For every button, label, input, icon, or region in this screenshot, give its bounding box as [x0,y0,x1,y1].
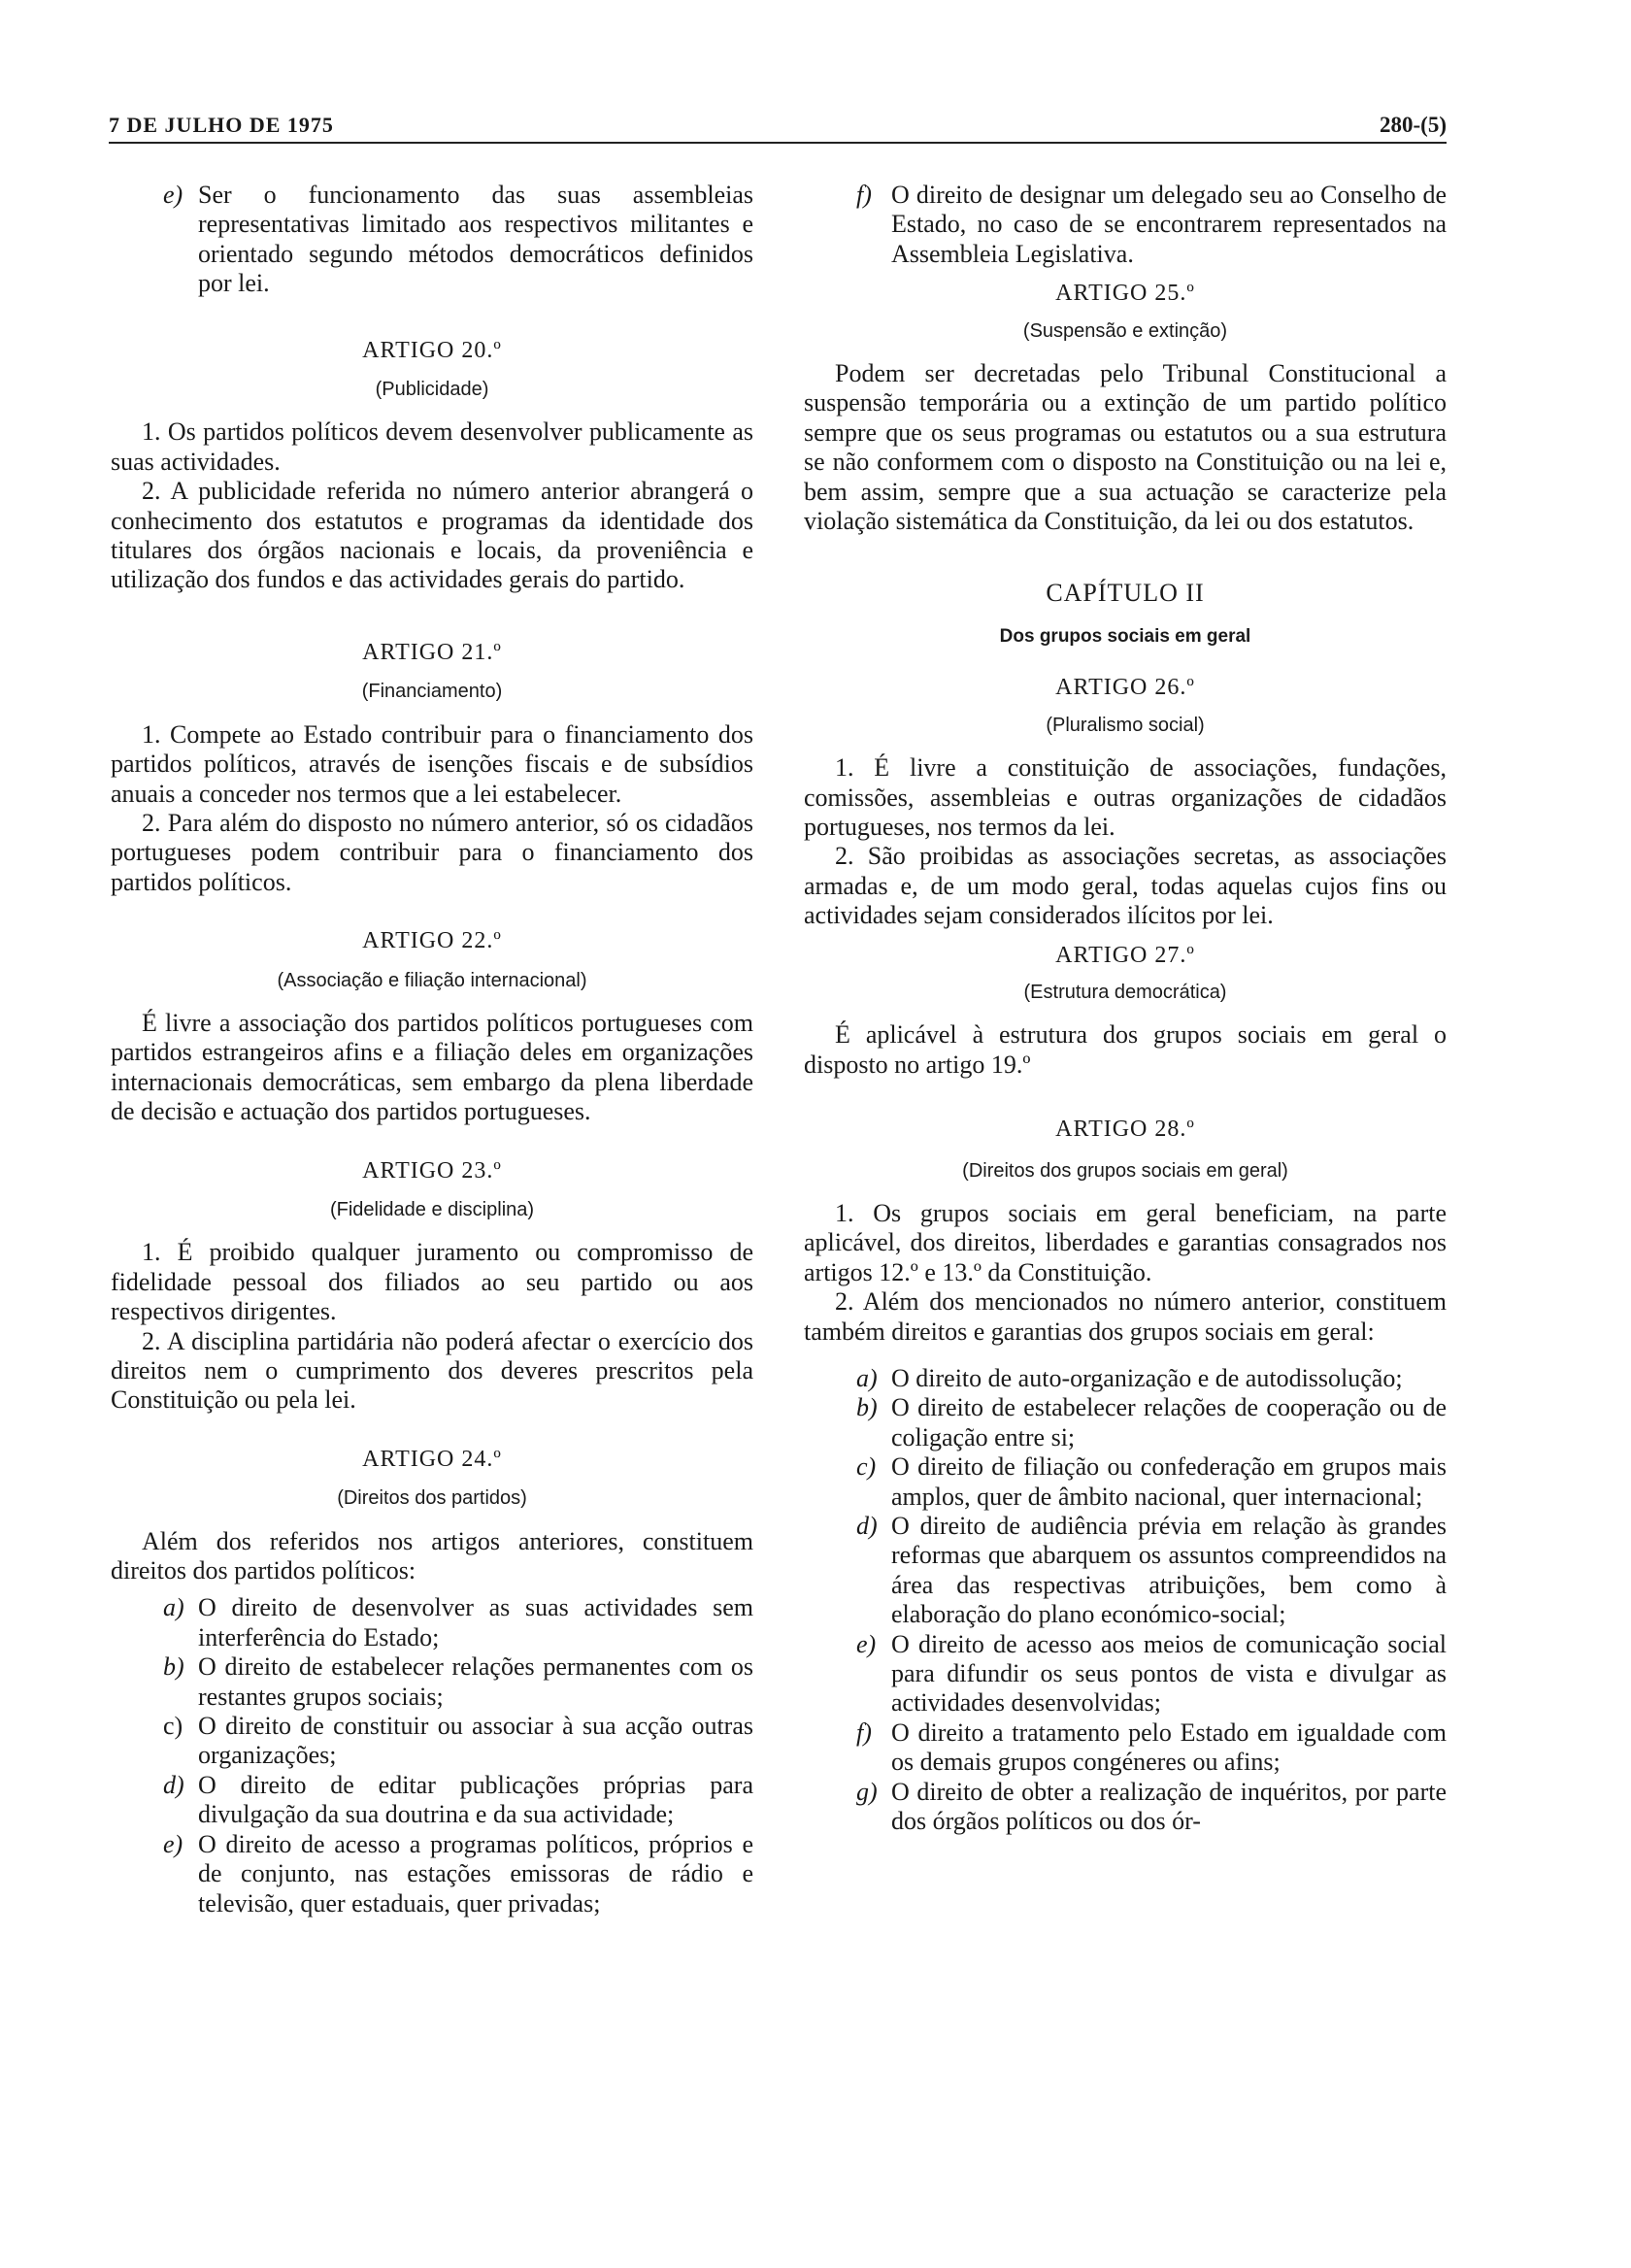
paragraph: 2. Além dos mencionados no número anterior, constituem também direitos e garantias dos grupos sociais em geral: [804,1287,1447,1346]
page-number: 280-(5) [1380,113,1447,137]
article-subtitle: (Suspensão e extinção) [1022,319,1228,342]
chapter-title: CAPÍTULO II [1046,579,1205,608]
paragraph: 2. São proibidas as associações secretas, as associações armadas e, de um modo geral, todas aquelas cujos fins ou actividades sejam considerados ilícitos por lei. [804,842,1447,930]
list-item: g) O direito de obter a realização de inquéritos, por parte dos órgãos políticos ou dos ór- [856,1777,1447,1836]
paragraph: Além dos referidos nos artigos anteriores, constituem direitos dos partidos políticos: [111,1526,753,1585]
article-title: ARTIGO 26.º [1055,675,1195,701]
paragraph: 2. Para além do disposto no número anterior, só os cidadãos portugueses podem contribuir para o financiamento dos partidos políticos. [111,808,753,896]
article-title: ARTIGO 22.º [362,928,502,954]
paragraph: 1. Os partidos políticos devem desenvolver publicamente as suas actividades. [111,417,753,476]
article-title: ARTIGO 25.º [1055,281,1195,307]
article-title: ARTIGO 24.º [362,1446,502,1472]
paragraph: 1. É livre a constituição de associações, fundações, comissões, assembleias e outras organizações de cidadãos portugueses, nos termos da lei. [804,753,1447,841]
paragraph: É livre a associação dos partidos políticos portugueses com partidos estrangeiros afins e a filiação deles em organizações internacionais democráticas, sem embargo da plena liberdade de decisão e actuação dos partidos portugueses. [111,1008,753,1126]
article-subtitle: (Associação e filiação internacional) [277,969,587,991]
list-item: d) O direito de audiência prévia em relação às grandes reformas que abarquem os assuntos compreendidos na área das respectivas atribuições, bem como à elaboração do plano económico-social; [856,1512,1447,1629]
paragraph: 2. A disciplina partidária não poderá afectar o exercício dos direitos nem o cumprimento dos deveres prescritos pela Constituição ou pela lei. [111,1326,753,1415]
list-item: e) O direito de acesso aos meios de comunicação social para difundir os seus pontos de vista e divulgar as actividades desenvolvidas; [856,1629,1447,1718]
paragraph: 1. É proibido qualquer juramento ou compromisso de fidelidade pessoal dos filiados ao seu partido ou aos respectivos dirigentes. [111,1238,753,1326]
article-subtitle: (Direitos dos partidos) [337,1487,527,1510]
paragraph: 1. Os grupos sociais em geral beneficiam, na parte aplicável, dos direitos, liberdades e garantias consagrados nos artigos 12.º e 13.º da Constituição. [804,1198,1447,1286]
list-item: f) O direito de designar um delegado seu ao Conselho de Estado, no caso de se encontrarem representados na Assembleia Legislativa. [856,181,1447,268]
article-title: ARTIGO 20.º [362,337,502,363]
article-title: ARTIGO 28.º [1055,1117,1195,1143]
paragraph: É aplicável à estrutura dos grupos sociais em geral o disposto no artigo 19.º [804,1020,1447,1079]
paragraph: Podem ser decretadas pelo Tribunal Constitucional a suspensão temporária ou a extinção de um partido político sempre que os seus programas ou estatutos ou a sua estrutura se não conformem com o disposto na Constituição ou na lei e, bem assim, sempre que a sua actuação se caracterize pela violação sistemática da Constituição, da lei ou dos estatutos. [804,359,1447,536]
paragraph: 2. A publicidade referida no número anterior abrangerá o conhecimento dos estatutos e programas da identidade dos titulares dos órgãos nacionais e locais, da proveniência e utilização dos fundos e das actividades gerais do partido. [111,477,753,594]
paragraph: 1. Compete ao Estado contribuir para o financiamento dos partidos políticos, através de isenções fiscais e de subsídios anuais a conceder nos termos que a lei estabelecer. [111,719,753,808]
chapter-subtitle: Dos grupos sociais em geral [999,625,1251,647]
list-item: c) O direito de constituir ou associar à sua acção outras organizações; [163,1712,753,1770]
article-subtitle: (Fidelidade e disciplina) [329,1198,535,1220]
article-subtitle: (Direitos dos grupos sociais em geral) [962,1159,1288,1182]
list-item: c) O direito de filiação ou confederação em grupos mais amplos, quer de âmbito nacional, quer internacional; [856,1452,1447,1511]
list-item: b) O direito de estabelecer relações permanentes com os restantes grupos sociais; [163,1652,753,1711]
list-item: f) O direito a tratamento pelo Estado em igualdade com os demais grupos congéneres ou afins; [856,1718,1447,1777]
article-subtitle: (Estrutura democrática) [1023,981,1227,1003]
header-date: 7 DE JULHO DE 1975 [109,113,334,137]
page-header [109,109,1447,144]
list-item: e) Ser o funcionamento das suas assembleias representativas limitado aos respectivos militantes e orientado segundo métodos democráticos definidos por lei. [163,181,753,298]
list-item: b) O direito de estabelecer relações de cooperação ou de coligação entre si; [856,1393,1447,1451]
list-item: e) O direito de acesso a programas políticos, próprios e de conjunto, nas estações emissoras de rádio e televisão, quer estaduais, quer privadas; [163,1829,753,1918]
article-title: ARTIGO 21.º [362,639,502,665]
article-subtitle: (Publicidade) [375,379,489,401]
left-column [111,181,753,1918]
list-item: d) O direito de editar publicações próprias para divulgação da sua doutrina e da sua actividade; [163,1770,753,1829]
list-item: a) O direito de desenvolver as suas actividades sem interferência do Estado; [163,1593,753,1651]
article-title: ARTIGO 27.º [1055,942,1195,968]
list-item: a) O direito de auto-organização e de autodissolução; [856,1364,1403,1392]
article-subtitle: (Financiamento) [361,681,503,703]
article-subtitle: (Pluralismo social) [1046,714,1205,736]
article-title: ARTIGO 23.º [362,1157,502,1184]
right-column [804,181,1447,1837]
